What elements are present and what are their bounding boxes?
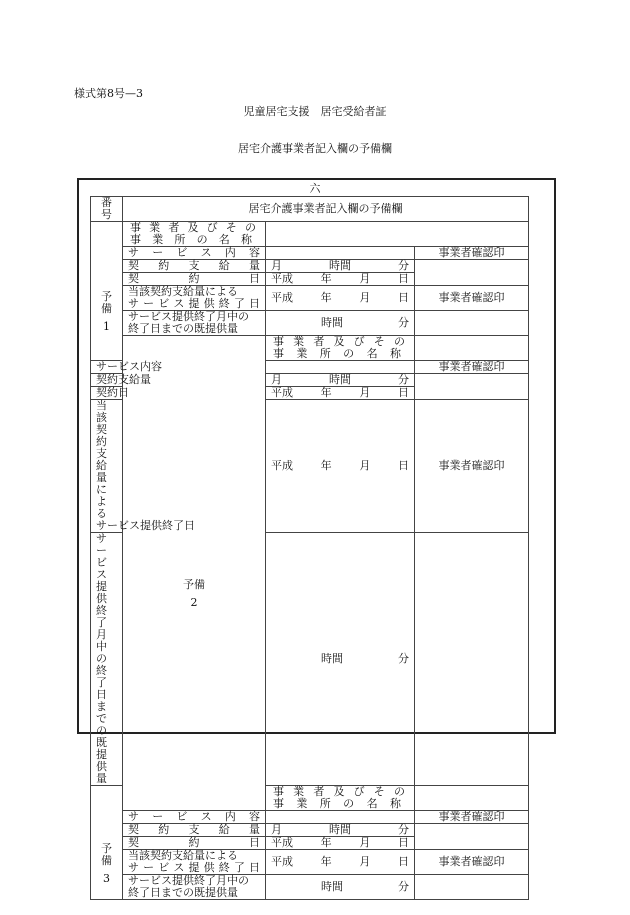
- hours-text: 時間: [329, 259, 351, 272]
- label-char: 業: [296, 797, 308, 810]
- label-char: 了: [173, 519, 184, 532]
- label-char: 量: [249, 823, 260, 836]
- label-char: 契: [128, 259, 139, 272]
- provided-label-l1: サービス提供終了月中の: [96, 532, 107, 665]
- label-char: 及: [333, 335, 345, 348]
- confirm-stamp-2: 事業者確認印: [415, 286, 529, 311]
- end-date-label-l1: 当該契約支給量による: [128, 285, 238, 298]
- label-char: ー: [143, 297, 155, 310]
- label-char: ー: [152, 246, 164, 259]
- label-char: 提: [188, 297, 200, 310]
- label-char: サ: [96, 519, 107, 532]
- year-text: 年: [320, 855, 332, 868]
- confirm-stamp-1: 事業者確認印: [415, 247, 529, 260]
- label-char: 約: [158, 259, 170, 272]
- label-char: び: [353, 785, 365, 798]
- stamp-field-1[interactable]: [415, 824, 529, 850]
- label-char: ス: [200, 246, 212, 259]
- end-date-row: [91, 286, 529, 311]
- service-row: [91, 247, 529, 260]
- end-date-label-l1: 当該契約支給量による: [96, 399, 107, 520]
- stamp-field-1[interactable]: [415, 374, 529, 400]
- confirm-stamp-1: 事業者確認印: [415, 361, 529, 374]
- label-char: 日: [184, 519, 195, 532]
- service-field[interactable]: [266, 247, 415, 260]
- month-text: 月: [271, 373, 282, 386]
- label-char: 提: [140, 519, 151, 532]
- label-char: ビ: [158, 861, 170, 874]
- section-label: 予備: [183, 578, 205, 591]
- label-char: ビ: [158, 297, 170, 310]
- label-char: 給: [218, 259, 230, 272]
- label-char: 約: [158, 823, 170, 836]
- provider-name-field[interactable]: [415, 336, 529, 361]
- day-text: 日: [397, 855, 409, 868]
- era-text: 平成: [271, 459, 293, 472]
- section-number: 2: [190, 596, 198, 609]
- label-char: 契: [96, 373, 107, 386]
- contract-amount-label: [123, 260, 266, 273]
- label-char: 容: [248, 246, 260, 259]
- provider-name-field[interactable]: [266, 222, 529, 247]
- label-char: 業: [293, 785, 305, 798]
- label-char: の: [343, 797, 355, 810]
- label-char: 約: [188, 836, 200, 849]
- label-char: 事: [273, 797, 284, 810]
- label-char: 名: [366, 797, 378, 810]
- label-char: 日: [249, 297, 260, 310]
- provided-field[interactable]: [266, 875, 415, 900]
- era-text: 平成: [271, 272, 293, 285]
- provided-label-l1: サービス提供終了月中の: [128, 310, 249, 323]
- contract-date-label: [123, 273, 266, 286]
- day-text: 日: [397, 459, 409, 472]
- era-text: 平成: [271, 386, 293, 399]
- label-char: 供: [203, 297, 215, 310]
- label-char: 名: [366, 347, 378, 360]
- contract-amount-row: [91, 260, 529, 273]
- end-date-label: [91, 399, 195, 533]
- hours-text: 時間: [329, 373, 351, 386]
- contract-date-field[interactable]: [266, 273, 415, 286]
- provider-name-label: [266, 786, 415, 811]
- service-label: [123, 247, 266, 260]
- contract-amount-field[interactable]: [266, 260, 415, 273]
- day-text: 日: [397, 291, 409, 304]
- section-label-cell: [91, 786, 123, 900]
- label-char: 業: [152, 233, 164, 246]
- end-date-row: [91, 850, 529, 875]
- label-char: 内: [140, 360, 151, 373]
- label-char: ー: [143, 861, 155, 874]
- provided-label: [123, 311, 266, 336]
- hours-text: 時間: [329, 823, 351, 836]
- provided-label-l2: 終了日までの既提供量: [128, 886, 238, 899]
- label-char: 名: [218, 233, 230, 246]
- reserve-table: [90, 196, 529, 900]
- year-text: 年: [320, 386, 332, 399]
- month-d-text: 月: [359, 836, 371, 849]
- label-char: ー: [107, 519, 118, 532]
- section-label-cell: [91, 222, 123, 361]
- end-date-label-l1: 当該契約支給量による: [128, 849, 238, 862]
- contract-amount-label: [123, 824, 266, 837]
- confirm-stamp-2: 事業者確認印: [415, 400, 529, 533]
- day-text: 日: [397, 272, 409, 285]
- label-char: 供: [203, 861, 215, 874]
- label-char: 契: [128, 272, 139, 285]
- label-char: 所: [319, 797, 331, 810]
- contract-amount-row: [91, 824, 529, 837]
- label-char: 業: [293, 335, 305, 348]
- service-row: [91, 361, 529, 374]
- header-number: 番号: [91, 197, 123, 222]
- label-char: 終: [218, 861, 230, 874]
- label-char: 支: [188, 823, 200, 836]
- label-char: 支: [118, 373, 129, 386]
- end-date-label: [123, 850, 266, 875]
- label-char: 終: [218, 297, 230, 310]
- provided-row: [91, 311, 529, 336]
- label-char: 給: [129, 373, 140, 386]
- section-title: 居宅介護事業者記入欄の予備欄: [238, 142, 392, 155]
- section-label: 予備: [101, 290, 112, 315]
- label-char: 日: [118, 386, 129, 399]
- label-char: 者: [313, 335, 325, 348]
- label-char: ス: [173, 297, 185, 310]
- label-char: の: [393, 785, 405, 798]
- stamp-field-2[interactable]: [415, 311, 529, 336]
- section-number: 1: [103, 320, 110, 333]
- label-char: 日: [249, 836, 260, 849]
- label-char: 量: [249, 259, 260, 272]
- section-label: 予備: [101, 841, 112, 867]
- label-char: 契: [128, 823, 139, 836]
- label-char: 及: [187, 221, 199, 234]
- label-char: 供: [151, 519, 162, 532]
- table-header-row: [91, 197, 529, 222]
- section-number: 3: [103, 871, 110, 885]
- label-char: 内: [224, 810, 236, 823]
- provided-label-l2: 終了日までの既提供量: [128, 322, 238, 335]
- label-char: サ: [128, 810, 139, 823]
- document-title: 児童居宅支援 居宅受給者証: [243, 105, 387, 118]
- label-char: ビ: [176, 810, 188, 823]
- label-char: 了: [233, 297, 245, 310]
- label-char: そ: [373, 335, 385, 348]
- era-text: 平成: [271, 291, 293, 304]
- provider-row: [91, 336, 529, 361]
- form-id: 様式第8号—3: [74, 87, 143, 100]
- provided-field[interactable]: [266, 311, 415, 336]
- contract-amount-field[interactable]: [266, 824, 415, 837]
- era-text: 平成: [271, 855, 293, 868]
- label-char: 事: [273, 335, 284, 348]
- label-char: ス: [200, 810, 212, 823]
- label-char: 日: [249, 272, 260, 285]
- contract-amount-label: [91, 373, 151, 387]
- day-text: 日: [397, 836, 409, 849]
- hours-text: 時間: [321, 652, 343, 665]
- service-field[interactable]: [266, 361, 415, 374]
- minutes-text: 分: [398, 652, 409, 665]
- service-label: [91, 360, 162, 374]
- label-char: の: [196, 233, 208, 246]
- provided-label-l1: サービス提供終了月中の: [128, 874, 249, 887]
- provider-row: [91, 222, 529, 247]
- label-char: の: [343, 347, 355, 360]
- year-text: 年: [320, 291, 332, 304]
- month-d-text: 月: [359, 386, 371, 399]
- label-char: び: [206, 221, 218, 234]
- label-char: 者: [168, 221, 180, 234]
- stamp-field-2[interactable]: [415, 875, 529, 900]
- label-char: 契: [96, 386, 107, 399]
- label-char: サ: [128, 246, 139, 259]
- provider-name-field[interactable]: [415, 786, 529, 811]
- year-text: 年: [320, 836, 332, 849]
- year-text: 年: [320, 272, 332, 285]
- stamp-field-1[interactable]: [415, 260, 529, 286]
- month-text: 月: [271, 823, 282, 836]
- contract-date-label: [123, 837, 266, 850]
- header-main: 居宅介護事業者記入欄の予備欄: [123, 197, 529, 222]
- service-field[interactable]: [266, 811, 415, 824]
- section-label-cell: [123, 336, 266, 811]
- month-d-text: 月: [359, 855, 371, 868]
- label-char: 終: [162, 519, 173, 532]
- label-char: 容: [151, 360, 162, 373]
- label-char: ビ: [176, 246, 188, 259]
- minutes-text: 分: [398, 316, 409, 329]
- label-char: そ: [225, 221, 237, 234]
- label-char: サ: [128, 297, 139, 310]
- label-char: 及: [333, 785, 345, 798]
- month-d-text: 月: [359, 272, 371, 285]
- minutes-text: 分: [398, 259, 409, 272]
- label-char: 業: [296, 347, 308, 360]
- minutes-text: 分: [398, 880, 409, 893]
- end-date-field[interactable]: [266, 400, 415, 533]
- contract-amount-field[interactable]: [266, 374, 415, 387]
- label-char: ー: [152, 810, 164, 823]
- provider-name-label: [266, 336, 415, 361]
- end-date-field[interactable]: [266, 286, 415, 311]
- label-char: 称: [389, 347, 401, 360]
- month-d-text: 月: [359, 459, 371, 472]
- service-label: [123, 811, 266, 824]
- label-char: 了: [233, 861, 245, 874]
- label-char: 事: [273, 785, 284, 798]
- label-char: 量: [140, 373, 151, 386]
- end-date-label: [123, 286, 266, 311]
- label-char: ス: [129, 360, 140, 373]
- label-char: 容: [248, 810, 260, 823]
- label-char: 提: [188, 861, 200, 874]
- month-text: 月: [271, 259, 282, 272]
- hours-text: 時間: [321, 880, 343, 893]
- label-char: 者: [313, 785, 325, 798]
- label-char: ビ: [118, 360, 129, 373]
- label-char: 称: [389, 797, 401, 810]
- provided-label: [123, 875, 266, 900]
- confirm-stamp-1: 事業者確認印: [415, 811, 529, 824]
- provided-row: [91, 875, 529, 900]
- label-char: ー: [107, 360, 118, 373]
- label-char: 業: [149, 221, 161, 234]
- label-char: 支: [188, 259, 200, 272]
- label-char: 事: [130, 233, 141, 246]
- stamp-field-2[interactable]: [415, 533, 529, 786]
- label-char: 日: [249, 861, 260, 874]
- label-char: 事: [273, 347, 284, 360]
- label-char: 約: [107, 373, 118, 386]
- month-d-text: 月: [359, 291, 371, 304]
- label-char: び: [353, 335, 365, 348]
- era-text: 平成: [271, 836, 293, 849]
- label-char: 給: [218, 823, 230, 836]
- label-char: の: [244, 221, 256, 234]
- contract-date-label: [91, 386, 129, 400]
- label-char: 内: [224, 246, 236, 259]
- provider-name-label: [123, 222, 266, 247]
- label-char: サ: [128, 861, 139, 874]
- day-text: 日: [397, 386, 409, 399]
- provided-field[interactable]: [266, 533, 415, 786]
- page-number: 六: [309, 182, 321, 195]
- label-char: 約: [107, 386, 118, 399]
- label-char: そ: [373, 785, 385, 798]
- provided-label: [91, 533, 123, 786]
- label-char: の: [393, 335, 405, 348]
- contract-date-field[interactable]: [266, 387, 415, 400]
- year-text: 年: [320, 459, 332, 472]
- hours-text: 時間: [321, 316, 343, 329]
- provided-label-l2: 終了日までの既提供量: [96, 664, 107, 785]
- end-date-field[interactable]: [266, 850, 415, 875]
- label-char: 所: [174, 233, 186, 246]
- contract-date-field[interactable]: [266, 837, 415, 850]
- label-char: ス: [129, 519, 140, 532]
- label-char: 所: [319, 347, 331, 360]
- confirm-stamp-2: 事業者確認印: [415, 850, 529, 875]
- minutes-text: 分: [398, 373, 409, 386]
- service-row: [91, 811, 529, 824]
- label-char: 約: [188, 272, 200, 285]
- label-char: サ: [96, 360, 107, 373]
- label-char: 契: [128, 836, 139, 849]
- label-char: ビ: [118, 519, 129, 532]
- label-char: 事: [130, 221, 141, 234]
- minutes-text: 分: [398, 823, 409, 836]
- label-char: 称: [240, 233, 252, 246]
- label-char: ス: [173, 861, 185, 874]
